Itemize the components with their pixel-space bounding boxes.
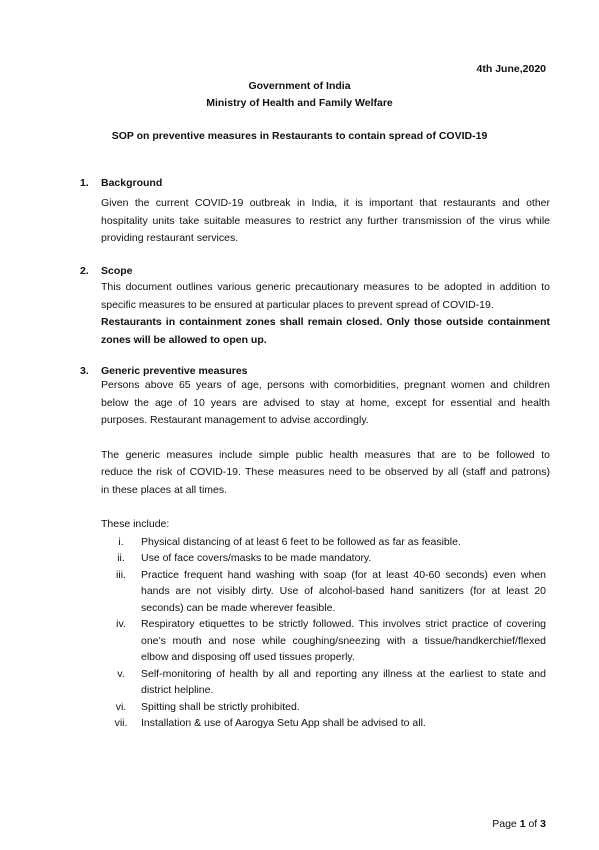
paragraph-line: below the age of 10 years are advised to stay at home, except for essential and health (101, 396, 550, 409)
list-item-line: Use of face covers/masks to be made mandatory. (141, 552, 372, 564)
list-item (101, 616, 550, 666)
document-title: SOP on preventive measures in Restaurants to contain spread of COVID-19 (111, 130, 488, 142)
list-intro: These include: (101, 518, 170, 530)
list-item-line: seconds) can be made wherever feasible. (141, 601, 336, 614)
list-item-number: i. (118, 535, 124, 548)
footer-page-word: Page (492, 818, 517, 830)
list-item-number: iv. (116, 618, 126, 630)
list-item-line: hands are not visibly dirty. Use of alcohol-based hand sanitizers (for at least 20 (141, 585, 546, 597)
paragraph-line: specific measures to be ensured at particular places to prevent spread of COVID-19. (101, 298, 494, 311)
paragraph-line: Given the current COVID-19 outbreak in India, it is important that restaurants and other (101, 197, 550, 209)
list-item (101, 550, 550, 567)
section-title: Scope (101, 265, 133, 277)
footer-total-pages: 3 (540, 818, 546, 830)
list-item (101, 534, 550, 551)
list-item-line: Spitting shall be strictly prohibited. (141, 700, 300, 713)
paragraph-line-bold: Restaurants in containment zones shall remain closed. Only those outside containment (101, 316, 550, 328)
section-number: 3. (80, 365, 89, 377)
section-title: Generic preventive measures (101, 365, 248, 377)
footer-current-page: 1 (519, 818, 526, 830)
list-item-number: vi. (115, 700, 127, 713)
document-date: 4th June,2020 (476, 63, 546, 75)
paragraph-line: reduce the risk of COVID-19. These measures need to be observed by all (staff and patrons) (101, 466, 550, 478)
section-scope (80, 265, 550, 349)
paragraph-line: This document outlines various generic precautionary measures to be adopted in addition to (101, 281, 550, 293)
section-paragraph (101, 279, 550, 349)
list-item-number: ii. (117, 552, 125, 564)
section-number: 1. (80, 177, 89, 189)
section-number: 2. (80, 265, 89, 277)
section-heading (80, 265, 550, 277)
paragraph-line: The generic measures include simple public health measures that are to be followed to (101, 448, 550, 461)
section-heading (80, 365, 550, 377)
list-item (101, 715, 550, 732)
list-item-number: vii. (114, 717, 128, 729)
section-generic-measures (80, 365, 550, 732)
list-item-line: Practice frequent hand washing with soap (for at least 40-60 seconds) even when (141, 568, 546, 581)
paragraph-line: purposes. Restaurant management to advise accordingly. (101, 414, 369, 426)
paragraph-line-bold: zones will be allowed to open up. (101, 333, 267, 346)
list-item-line: Installation & use of Aarogya Setu App shall be advised to all. (141, 717, 426, 729)
list-item-line: Respiratory etiquettes to be strictly followed. This involves strict practice of covering (141, 618, 546, 630)
paragraph-line: Persons above 65 years of age, persons with comorbidities, pregnant women and children (101, 379, 550, 391)
measures-list (101, 534, 550, 732)
section-paragraph (101, 447, 550, 500)
list-item-line: Physical distancing of at least 6 feet to be followed as far as feasible. (141, 535, 461, 548)
paragraph-line: providing restaurant services. (101, 232, 239, 244)
government-heading: Government of India (248, 80, 351, 92)
section-paragraph (101, 195, 550, 248)
list-item (101, 699, 550, 716)
list-item-line: district helpline. (141, 684, 214, 696)
paragraph-line: in these places at all times. (101, 483, 228, 496)
section-paragraph (101, 377, 550, 430)
list-item (101, 567, 550, 617)
section-heading (80, 177, 550, 189)
section-title: Background (101, 177, 163, 189)
list-item-line: Self-monitoring of health by all and reporting any illness at the earliest to state and (141, 667, 546, 680)
footer-of-word: of (528, 818, 538, 830)
list-item-line: elbow and disposing off used tissues properly. (141, 651, 355, 663)
paragraph-line: hospitality units take suitable measures to restrict any further transmission of the virus while (101, 214, 550, 227)
list-item-number: v. (117, 667, 125, 680)
page-footer (492, 818, 546, 830)
list-item-number: iii. (116, 568, 126, 581)
list-item-line: one’s mouth and nose while coughing/sneezing with a tissue/handkerchief/flexed (141, 634, 546, 647)
section-background (80, 177, 550, 248)
ministry-heading: Ministry of Health and Family Welfare (206, 97, 393, 109)
list-item (101, 666, 550, 699)
